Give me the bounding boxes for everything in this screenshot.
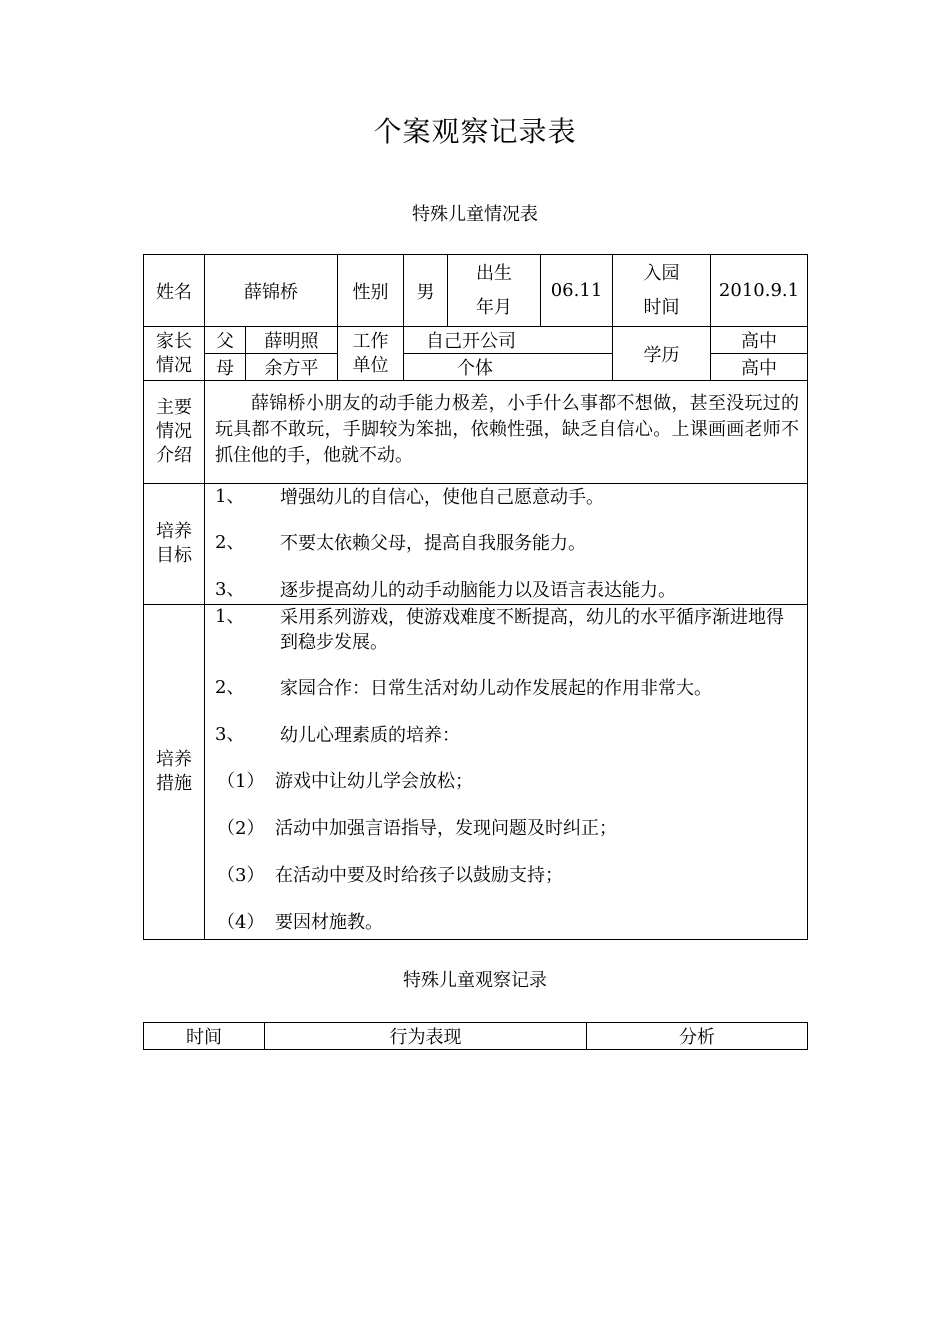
section-title-observation: 特殊儿童观察记录	[403, 970, 547, 991]
goal-text: 增强幼儿的自信心，使他自己愿意动手。	[280, 487, 604, 508]
goals-cell	[205, 484, 808, 605]
obs-header-time: 时间	[144, 1023, 265, 1050]
measure-subnum: （3）	[217, 865, 265, 886]
work-label-line1: 工作	[352, 330, 389, 352]
measure-subtext: 要因材施教。	[275, 912, 383, 933]
measure-subnum: （4）	[217, 912, 265, 933]
measure-subnum: （1）	[217, 771, 265, 792]
measures-label	[144, 605, 205, 940]
obs-header-analysis: 分析	[587, 1023, 808, 1050]
birth-value: 06.11	[541, 255, 613, 327]
measures-list	[205, 605, 807, 939]
mother-work: 个体	[404, 354, 613, 381]
enroll-label	[613, 255, 711, 327]
goals-label	[144, 484, 205, 605]
goal-num: 2、	[215, 532, 245, 553]
enroll-value: 2010.9.1	[711, 255, 808, 327]
father-name: 薛明照	[246, 327, 338, 354]
obs-header-behavior: 行为表现	[265, 1023, 587, 1050]
goal-text: 逐步提高幼儿的动手动脑能力以及语言表达能力。	[280, 580, 676, 601]
goals-label-line1: 培养	[156, 521, 192, 542]
birth-label-line1: 出生	[476, 262, 512, 284]
gender-label: 性别	[338, 255, 404, 327]
work-label-line2: 单位	[352, 354, 389, 376]
parent-label-line2: 情况	[156, 354, 192, 376]
measure-subnum: （2）	[217, 818, 265, 839]
enroll-label-line1: 入园	[643, 262, 680, 284]
measure-item	[215, 605, 799, 657]
goal-text: 不要太依赖父母，提高自我服务能力。	[280, 533, 586, 554]
parent-label-line1: 家长	[156, 330, 192, 352]
gender-value: 男	[404, 255, 448, 327]
measure-subtext: 在活动中要及时给孩子以鼓励支持；	[275, 865, 563, 886]
parent-label	[144, 327, 205, 381]
child-info-table	[143, 254, 808, 940]
measure-text: 幼儿心理素质的培养：	[280, 725, 460, 746]
observation-table	[143, 1022, 808, 1050]
measure-num: 1、	[215, 606, 245, 627]
intro-label-line3: 介绍	[156, 445, 192, 466]
name-value: 薛锦桥	[205, 255, 338, 327]
measure-num: 3、	[215, 724, 245, 745]
measure-subtext: 活动中加强言语指导，发现问题及时纠正；	[275, 818, 617, 839]
intro-label-line1: 主要	[156, 397, 192, 418]
measures-cell	[205, 605, 808, 940]
goal-num: 3、	[215, 579, 245, 600]
father-edu: 高中	[711, 327, 808, 354]
birth-label	[448, 255, 541, 327]
work-label	[338, 327, 404, 381]
father-label: 父	[205, 327, 246, 354]
mother-name: 余方平	[246, 354, 338, 381]
father-work: 自己开公司	[404, 327, 613, 354]
intro-text: 薛锦桥小朋友的动手能力极差，小手什么事都不想做，甚至没玩过的玩具都不敢玩，手脚较为笨拙，依赖性强，缺乏自信心。上课画画老师不抓住他的手，他就不动。	[215, 393, 799, 466]
measure-text: 家园合作：日常生活对幼儿动作发展起的作用非常大。	[280, 678, 712, 699]
page-title: 个案观察记录表	[373, 115, 577, 148]
goals-list	[205, 484, 807, 604]
measures-label-line2: 措施	[156, 773, 192, 794]
goals-label-line2: 目标	[156, 545, 192, 566]
intro-label-line2: 情况	[156, 421, 192, 442]
edu-label: 学历	[613, 327, 711, 381]
name-label: 姓名	[144, 255, 205, 327]
birth-label-line2: 年月	[476, 296, 512, 318]
intro-label	[144, 381, 205, 484]
section-title-info: 特殊儿童情况表	[412, 204, 538, 225]
measures-label-line1: 培养	[156, 749, 192, 770]
measure-subtext: 游戏中让幼儿学会放松；	[275, 771, 473, 792]
intro-cell	[205, 381, 808, 484]
goal-num: 1、	[215, 486, 245, 507]
mother-label: 母	[205, 354, 246, 381]
enroll-label-line2: 时间	[643, 296, 680, 318]
mother-edu: 高中	[711, 354, 808, 381]
measure-num: 2、	[215, 677, 245, 698]
measure-text: 采用系列游戏，使游戏难度不断提高，幼儿的水平循序渐进地得到稳步发展。	[280, 607, 784, 653]
